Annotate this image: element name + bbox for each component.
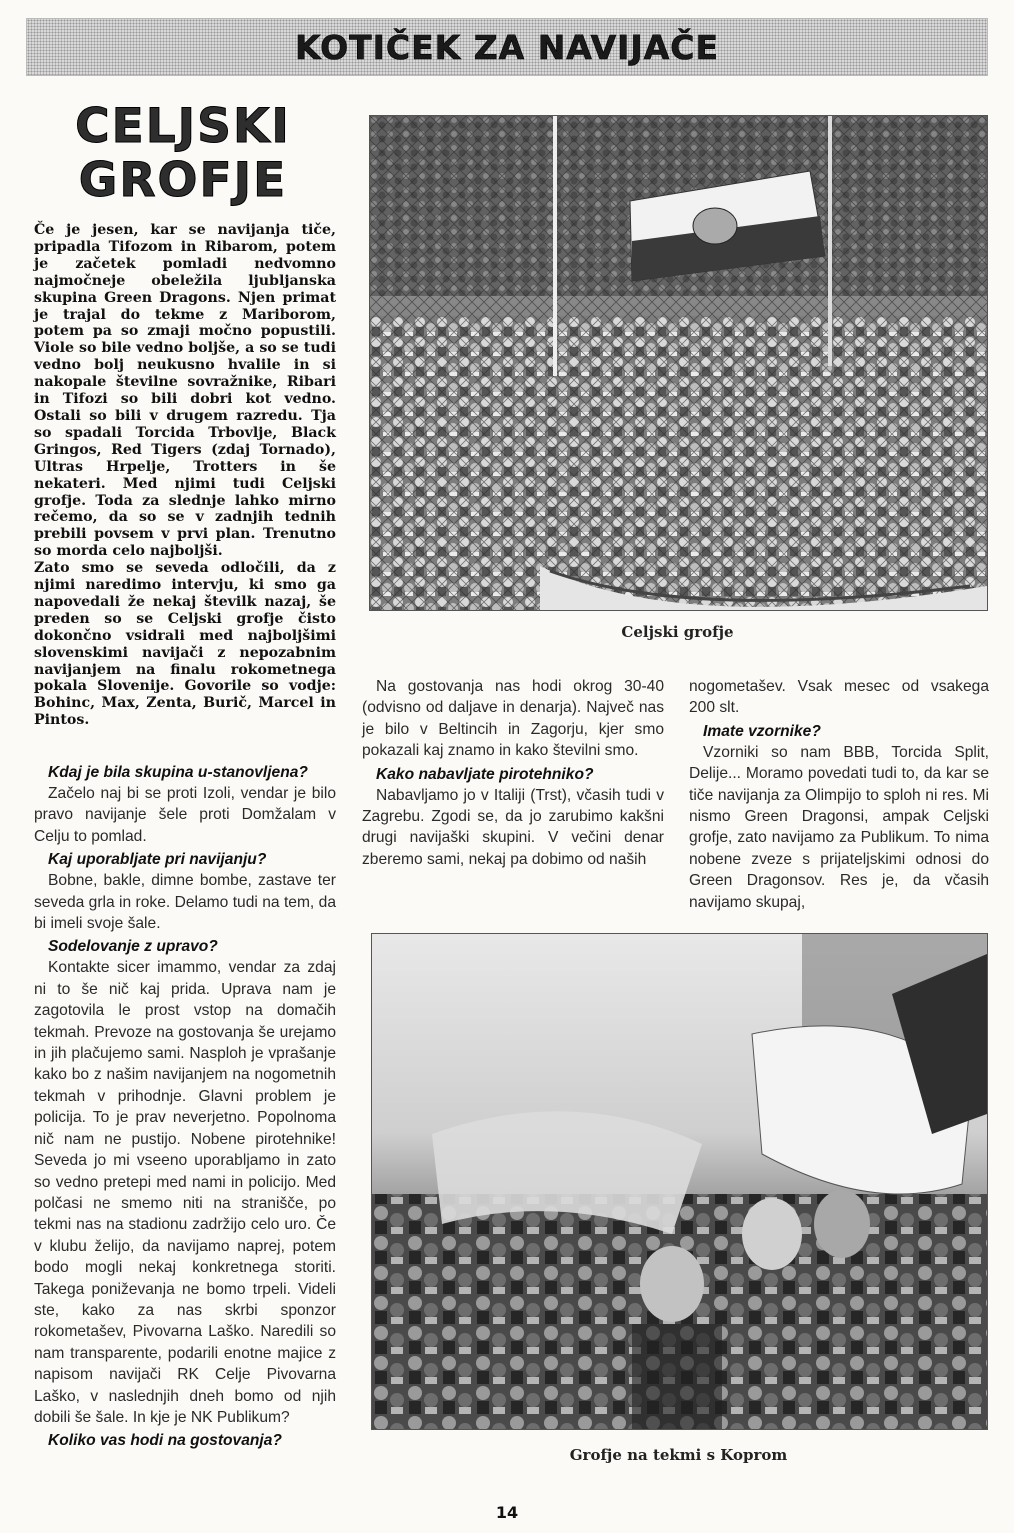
intro-paragraph: Zato smo se seveda odločili, da z njimi naredimo intervju, ki smo ga napovedali že nekaj številk nazaj, še preden so se Celjski grofje čisto dokončno vsidrali med najboljšimi slovenskimi navijači z nepozabnim navijanjem na finalu rokometnega pokala Slovenije. Govorile so vodje: Bohinc, Max, Zenta, Burič, Marcel in Pintos. (34, 560, 336, 729)
match-photo-illustration (372, 934, 987, 1430)
interview-question: Kako nabavljate pirotehniko? (376, 765, 594, 783)
article-intro (34, 222, 336, 729)
headline-line-2: GROFJE (78, 153, 288, 208)
article-headline (48, 100, 318, 208)
photo-caption-1: Celjski grofje (621, 623, 734, 641)
interview-answer: Nabavljamo jo v Italiji (Trst), včasih tudi v Zagrebu. Zgodi se, da jo zarubimo kakšni drugi navijaški skupini. V večini denar zberemo sami, nekaj pa dobimo od naših (362, 786, 664, 868)
interview-question: Kdaj je bila skupina u-stanovljena? (48, 764, 308, 781)
section-banner (26, 18, 988, 76)
page-number: 14 (495, 1503, 519, 1522)
column-right (689, 676, 989, 913)
interview-answer: Vzorniki so nam BBB, Torcida Split, Delije... Moramo povedati tudi to, da kar se tiče navijanja za Olimpijo to sploh ni res. Mi nismo Green Dragonsi, ampak Celjski grofje, zato navijamo za Publikum. To nima nobene zveze s prijateljskimi odnosi do Green Dragonsov. Res je, da včasih navijamo skupaj, (689, 743, 989, 911)
intro-paragraph: Če je jesen, kar se navijanja tiče, pripadla Tifozom in Ribarom, potem je začetek pomladi nedvomno najmočneje obeležila ljubljanska skupina Green Dragons. Njen primat je trajal do tekme z Mariborom, potem pa so zmaji močno popustili. Viole so bile vedno boljše, a so se tudi vedno bolj neukusno hvalile in si nakopale številne sovražnike, Ribari in Tifozi so bili dobri kot vedno. Ostali so bili v drugem razredu. Tja so spadali Torcida Trbovlje, Black Gringos, Red Tigers (zdaj Tornado), Ultras Hrpelje, Trotters in še nekateri. Med njimi tudi Celjski grofje. Toda za slednje lahko mirno rečemo, da so se v zadnjih tednih prebili povsem v prvi plan. Trenutno so morda celo najboljši. (34, 222, 336, 560)
interview-answer: nogometašev. Vsak mesec od vsakega 200 slt. (689, 678, 989, 717)
column-left (34, 760, 336, 1451)
photo-fans-at-match (371, 933, 988, 1430)
interview-question: Koliko vas hodi na gostovanja? (48, 1432, 282, 1450)
column-middle (362, 676, 664, 870)
interview-question: Imate vzornike? (703, 722, 821, 740)
fans-photo-illustration (370, 116, 987, 610)
interview-question: Sodelovanje z upravo? (48, 938, 218, 956)
photo-fans-with-flag (369, 115, 988, 611)
interview-answer: Na gostovanja nas hodi okrog 30-40 (odvisno od daljave in denarja). Največ nas je bilo v Beltincih in Zagorju, kjer smo pokazali kaj znamo in kako številni smo. (362, 678, 664, 760)
interview-answer: Začelo naj bi se proti Izoli, vendar je bilo pravo navijanje šele proti Domžalam v Celju to pomlad. (34, 785, 336, 845)
interview-answer: Kontakte sicer imammo, vendar za zdaj ni to še nič kaj prida. Uprava nam je zagotovila le prost vstop na domačih tekmah. Prevoze na gostovanja še urejamo in jih plačujemo sami. Nasploh je vprašanje kako bo z našim navijanjem na nogometnih tekmah v prihodnje. Glavni problem je policija. To je prav neverjetno. Popolnoma nič nam ne pustijo. Nobene pirotehnike! Seveda jo mi vseeno uporabljamo in zato so vedno pretepi med nami in policijo. Med polčasi ne smemo niti na stranišče, po tekmi nas na stadionu zadržijo celo uro. Če v klubu želijo, da navijamo naprej, potem bodo mogli nekaj konkretnega storiti. Takega poniževanja ne bomo trpeli. Videli ste, kako za nas skrbi sponzor rokometašev, Pivovarna Laško. Naredili so nam transparente, podarili enotne majice z napisom navijači RK Celje Pivovarna Laško, v naslednjih dneh bomo od njih dobili še šale. In kje je NK Publikum? (34, 959, 336, 1426)
headline-line-1: CELJSKI (75, 99, 291, 154)
interview-question: Kaj uporabljate pri navijanju? (48, 851, 267, 869)
interview-answer: Bobne, bakle, dimne bombe, zastave ter seveda grla in roke. Delamo tudi na tem, da bi imeli svoje šale. (34, 872, 336, 933)
section-title: KOTIČEK ZA NAVIJAČE (294, 27, 720, 67)
photo-caption-2: Grofje na tekmi s Koprom (569, 1446, 788, 1464)
